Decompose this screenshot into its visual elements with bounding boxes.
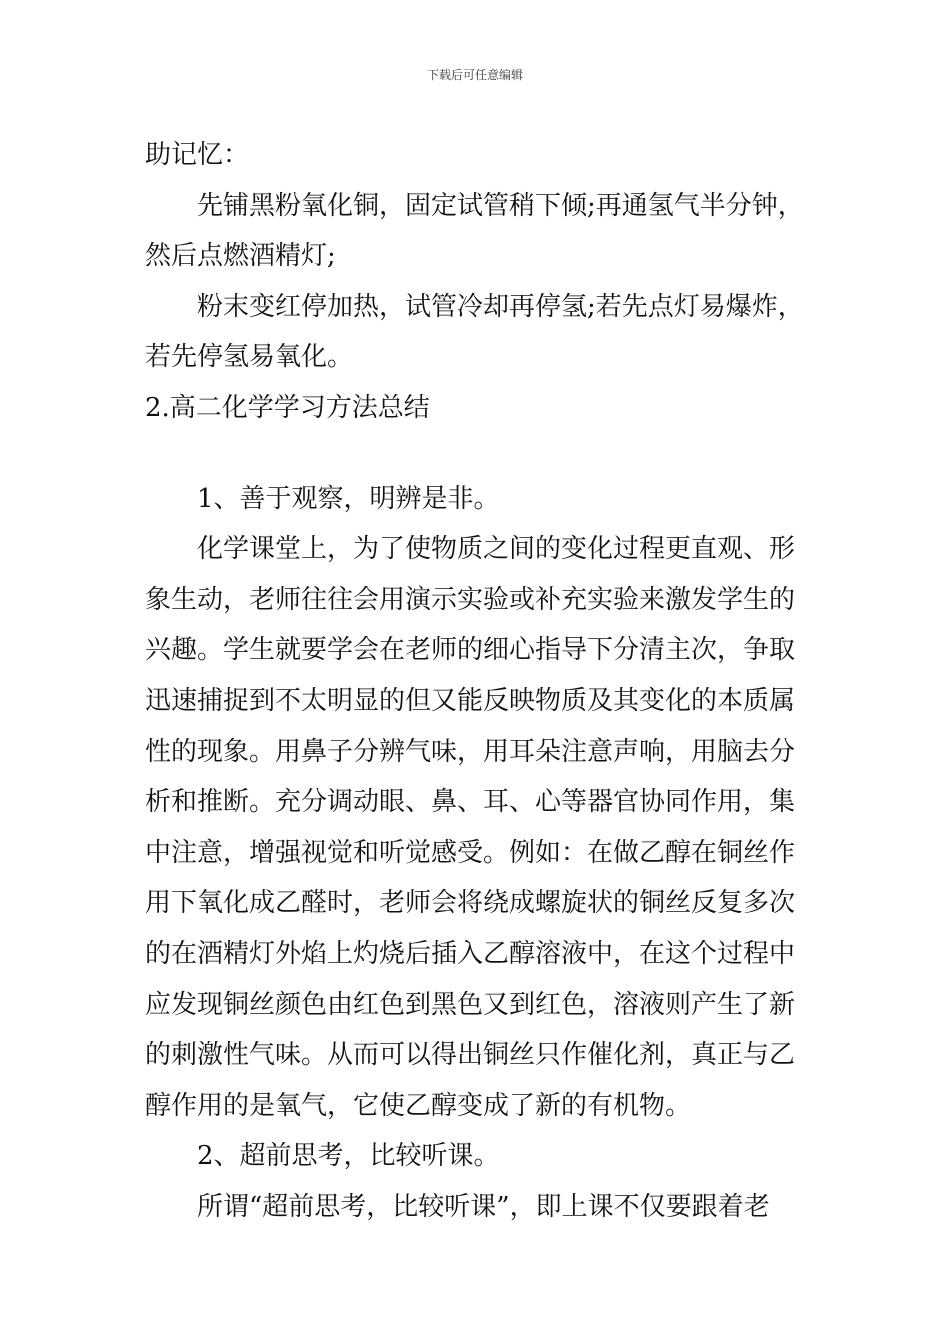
point-heading-1: 1、善于观察，明辨是非。 xyxy=(197,483,500,514)
section-heading: 2.高二化学学习方法总结 xyxy=(145,392,430,423)
document-body xyxy=(145,130,810,1232)
point-heading-2: 2、超前思考，比较听课。 xyxy=(197,1141,500,1172)
paragraph-advance-thinking: 所谓“超前思考，比较听课”，即上课不仅要跟着老 xyxy=(197,1191,770,1222)
section-spacer xyxy=(145,434,810,474)
page-header: 下载后可任意编辑 xyxy=(426,68,523,82)
paragraph-mnemonic-line-2: 粉末变红停加热，试管冷却再停氢;若先点灯易爆炸，若先停氢易氧化。 xyxy=(145,291,804,373)
paragraph-mnemonic-line-1: 先铺黑粉氧化铜，固定试管稍下倾;再通氢气半分钟，然后点燃酒精灯; xyxy=(145,190,804,272)
paragraph-mnemonic-label: 助记忆： xyxy=(145,140,250,170)
paragraph-observation: 化学课堂上，为了使物质之间的变化过程更直观、形象生动，老师往往会用演示实验或补充实验来激发学生的兴趣。学生就要学会在老师的细心指导下分清主次，争取迅速捕捉到不太明显的但又能反映物质及其变化的本质属性的现象。用鼻子分辨气味，用耳朵注意声响，用脑去分析和推断。充分调动眼、鼻、耳、心等器官协同作用，集中注意，增强视觉和听觉感受。例如：在做乙醇在铜丝作用下氧化成乙醛时，老师会将绕成螺旋状的铜丝反复多次的在酒精灯外焰上灼烧后插入乙醇溶液中，在这个过程中应发现铜丝颜色由红色到黑色又到红色，溶液则产生了新的刺激性气味。从而可以得出铜丝只作催化剂，真正与乙醇作用的是氧气，它使乙醇变成了新的有机物。 xyxy=(145,534,796,1121)
